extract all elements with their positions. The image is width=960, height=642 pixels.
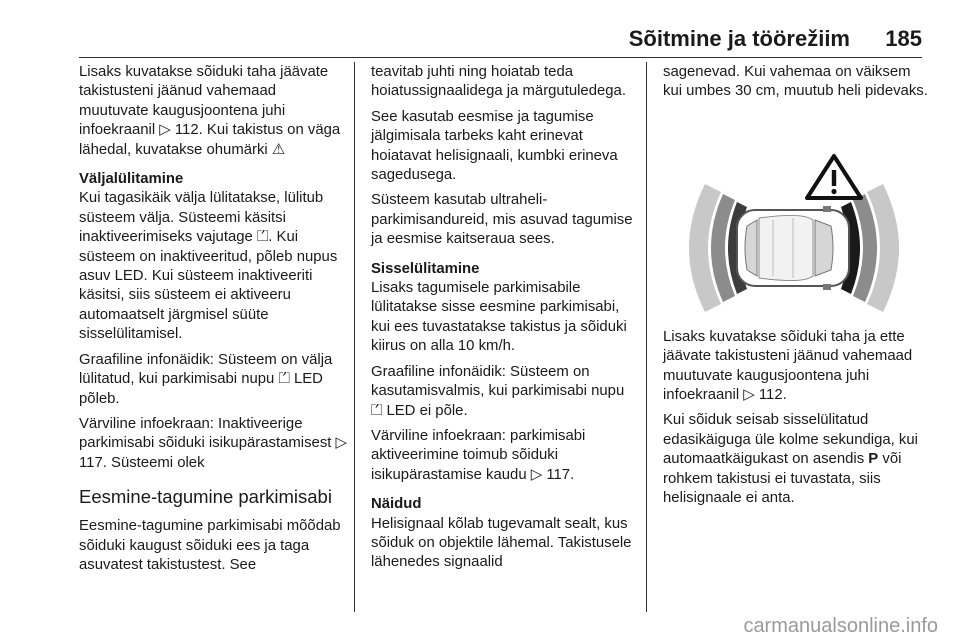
column-divider	[646, 62, 647, 612]
paragraph: Graafiline infonäidik: Süsteem on välja lülitatud, kui parkimisabi nupu ⏍ LED põleb.	[79, 351, 333, 407]
paragraph: Lisaks kuvatakse sõiduki taha ja ette jäävate takistusteni jäänud vahemaad muutuvate kaugusjoontena juhi infoekraanil ▷ 112.	[663, 328, 913, 404]
watermark: carmanualsonline.info	[743, 615, 938, 637]
paragraph: Lisaks kuvatakse sõiduki taha jäävate takistusteni jäänud vahemaad muutuvate kaugusjoontena juhi infoekraanil ▷ 112. Kui takistus on väga lähedal, kuvatakse ohumärki ⚠	[79, 64, 341, 158]
paragraph: teavitab juhti ning hoiatab teda hoiatussignaalidega ja märgutuledega.	[371, 64, 626, 100]
column-divider	[354, 62, 355, 612]
paragraph	[663, 411, 928, 508]
paragraph: Helisignaal kõlab tugevamalt sealt, kus sõiduk on objektile lähemal. Takistusele lähenedes signaalid	[371, 515, 632, 571]
paragraph: Värviline infoekraan: parkimisabi aktiveerimine toimub sõiduki isikupärastamise kaudu ▷ 117.	[371, 427, 586, 483]
paragraph: Graafiline infonäidik: Süsteem on kasutamisvalmis, kui parkimisabi nupu ⏍ LED ei põle.	[371, 363, 625, 419]
paragraph: Eesmine-tagumine parkimisabi mõõdab sõiduki kaugust sõiduki ees ja taga asuvatest takistustest. See	[79, 518, 341, 573]
chapter-title: Sõitmine ja töörežiim	[628, 26, 850, 51]
subheading-indications: Näidud	[371, 496, 422, 513]
gear-position-p: P	[868, 451, 879, 468]
parking-assist-illustration	[663, 148, 925, 348]
subheading-deactivation: Väljalülitamine	[79, 171, 184, 188]
paragraph: Lisaks tagumisele parkimisabile lülitatakse sisse eesmine parkimisabi, kui ees tuvastatakse takistus ja sõiduki kiirus on alla 10 km/h.	[371, 280, 627, 355]
text-run: või rohkem takistusi ei tuvastata, siis helisignaale ei anta.	[663, 451, 902, 507]
paragraph: Süsteem kasutab ultraheli-parkimisandureid, mis asuvad tagumise ja eesmise kaitseraua sees.	[371, 192, 633, 248]
paragraph: See kasutab eesmise ja tagumise jälgimisala tarbeks kaht erinevat hoiatavat helisignaali, kumbki erineva sagedusega.	[371, 108, 618, 184]
paragraph: Värviline infoekraan: Inaktiveerige parkimisabi sõiduki isikupärastamisest ▷ 117. Süsteemi olek	[79, 415, 347, 471]
car-top-view-icon	[737, 206, 849, 290]
section-heading: Eesmine-tagumine parkimisabi	[79, 486, 332, 508]
page-number: 185	[885, 26, 922, 51]
column-middle	[371, 63, 635, 579]
page-header	[79, 26, 922, 56]
subheading-activation: Sisselülitamine	[371, 260, 480, 277]
paragraph: sagenevad. Kui vahemaa on väiksem kui umbes 30 cm, muutub heli pidevaks.	[663, 64, 928, 100]
text-run: Kui sõiduk seisab sisselülitatud edasikäiguga üle kolme sekundiga, kui automaatkäigukast on asendis	[663, 412, 918, 468]
warning-triangle-icon	[807, 156, 861, 198]
header-rule	[79, 57, 922, 58]
column-left	[79, 63, 347, 581]
paragraph: Kui tagasikäik välja lülitatakse, lülitub süsteem välja. Süsteemi käsitsi inaktiveerimiseks vajutage ⏍. Kui süsteem on inaktiveeritud, põleb nupus asuv LED. Kui süsteem inaktiveeriti käsitsi, siis süsteem ei aktiveeru automaatselt järgmisel süüte sisselülitamisel.	[79, 190, 338, 343]
